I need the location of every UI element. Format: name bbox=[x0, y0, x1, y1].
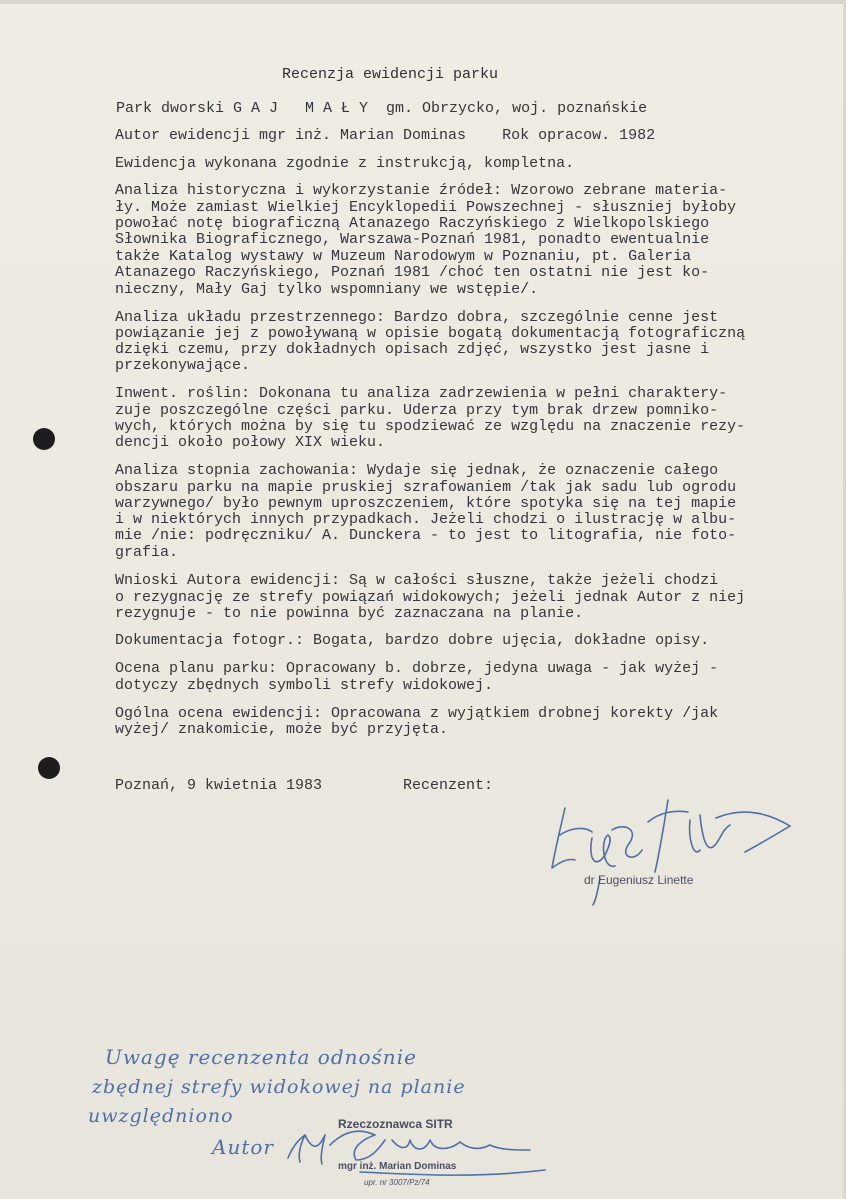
typewritten-line: nieczny, Mały Gaj tylko wspomniany we wstępie/. bbox=[115, 281, 539, 298]
typewritten-line: dzięki czemu, przy dokładnych opisach zdjęć, wszystko jest jasne i bbox=[115, 341, 710, 358]
typewritten-line: Analiza historyczna i wykorzystanie źródeł: Wzorowo zebrane materia- bbox=[115, 182, 728, 199]
typewritten-line: mie /nie: podręczniku/ A. Dunckera - to jest to litografia, nie foto- bbox=[115, 527, 737, 544]
typewritten-line: i w niektórych innych przypadkach. Jeżeli chodzi o ilustrację w albu- bbox=[115, 511, 737, 528]
stamp-name: mgr inż. Marian Dominas bbox=[338, 1161, 457, 1172]
handwritten-note-line: zbędnej strefy widokowej na planie bbox=[92, 1076, 466, 1098]
typewritten-line: obszaru parku na mapie pruskiej szrafowaniem /tak jak sadu lub ogrodu bbox=[115, 479, 737, 496]
handwritten-note-line: Uwagę recenzenta odnośnie bbox=[105, 1045, 417, 1069]
typewritten-line: dotyczy zbędnych symboli strefy widokowej. bbox=[115, 677, 494, 694]
typewritten-line: powiązanie jej z powoływaną w opisie bogatą dokumentacją fotograficzną bbox=[115, 325, 746, 342]
handwritten-note-line: uwzględniono bbox=[88, 1105, 234, 1127]
typewritten-line: także Katalog wystawy w Muzeum Narodowym w Poznaniu, pt. Galeria bbox=[115, 248, 692, 265]
typewritten-line: przekonywające. bbox=[115, 357, 251, 374]
author-label: Autor bbox=[212, 1135, 274, 1159]
typewritten-line: Inwent. roślin: Dokonana tu analiza zadrzewienia w pełni charaktery- bbox=[115, 385, 728, 402]
typewritten-line: wyżej/ znakomicie, może być przyjęta. bbox=[115, 721, 449, 738]
typewritten-line: Słownika Biograficznego, Warszawa-Poznań 1981, ponadto ewentualnie bbox=[115, 231, 710, 248]
typewritten-line: rezygnuje - to nie powinna być zaznaczana na planie. bbox=[115, 605, 584, 622]
typewritten-line: Wnioski Autora ewidencji: Są w całości słuszne, także jeżeli chodzi bbox=[115, 572, 719, 589]
typewritten-line: powołać notę biograficzną Atanazego Raczyńskiego z Wielkopolskiego bbox=[115, 215, 710, 232]
typewritten-line: Ewidencja wykonana zgodnie z instrukcją, kompletna. bbox=[115, 155, 575, 172]
typewritten-line: grafia. bbox=[115, 544, 179, 561]
typewritten-line: wych, których można by się tu spodziewać ze względu na znaczenie rezy- bbox=[115, 418, 746, 435]
typewritten-line: Analiza stopnia zachowania: Wydaje się jednak, że oznaczenie całego bbox=[115, 462, 719, 479]
typewritten-line: Park dworski G A J M A Ł Y gm. Obrzycko, woj. poznańskie bbox=[116, 100, 648, 117]
typewritten-line: Ogólna ocena ewidencji: Opracowana z wyjątkiem drobnej korekty /jak bbox=[115, 705, 719, 722]
document-title: Recenzja ewidencji parku bbox=[282, 66, 499, 83]
typewritten-line: Analiza układu przestrzennego: Bardzo dobra, szczególnie cenne jest bbox=[115, 309, 719, 326]
typewritten-line: Dokumentacja fotogr.: Bogata, bardzo dobre ujęcia, dokładne opisy. bbox=[115, 632, 710, 649]
typewritten-line: dencji około połowy XIX wieku. bbox=[115, 434, 386, 451]
typewritten-line: Autor ewidencji mgr inż. Marian Dominas Rok opracow. 1982 bbox=[115, 127, 656, 144]
typewritten-line: o rezygnację ze strefy powiązań widokowych; jeżeli jednak Autor z niej bbox=[115, 589, 746, 606]
typewritten-line: warzywnego/ było pewnym uproszczeniem, które spotyka się na tej mapie bbox=[115, 495, 737, 512]
typewritten-line: zuje poszczególne części parku. Uderza przy tym brak drzew pomniko- bbox=[115, 402, 719, 419]
typewritten-line: Ocena planu parku: Opracowany b. dobrze, jedyna uwaga - jak wyżej - bbox=[115, 660, 719, 677]
typewritten-line: ły. Może zamiast Wielkiej Encyklopedii Powszechnej - słuszniej byłoby bbox=[115, 199, 737, 216]
stamp-number: upr. nr 3007/Pz/74 bbox=[364, 1178, 430, 1187]
typewritten-line: Atanazego Raczyńskiego, Poznań 1981 /choć ten ostatni nie jest ko- bbox=[115, 264, 710, 281]
reviewer-name: dr Eugeniusz Linette bbox=[584, 873, 694, 887]
stamp-title: Rzeczoznawca SITR bbox=[338, 1117, 453, 1131]
date-and-reviewer-line: Poznań, 9 kwietnia 1983 Recenzent: bbox=[115, 777, 494, 794]
